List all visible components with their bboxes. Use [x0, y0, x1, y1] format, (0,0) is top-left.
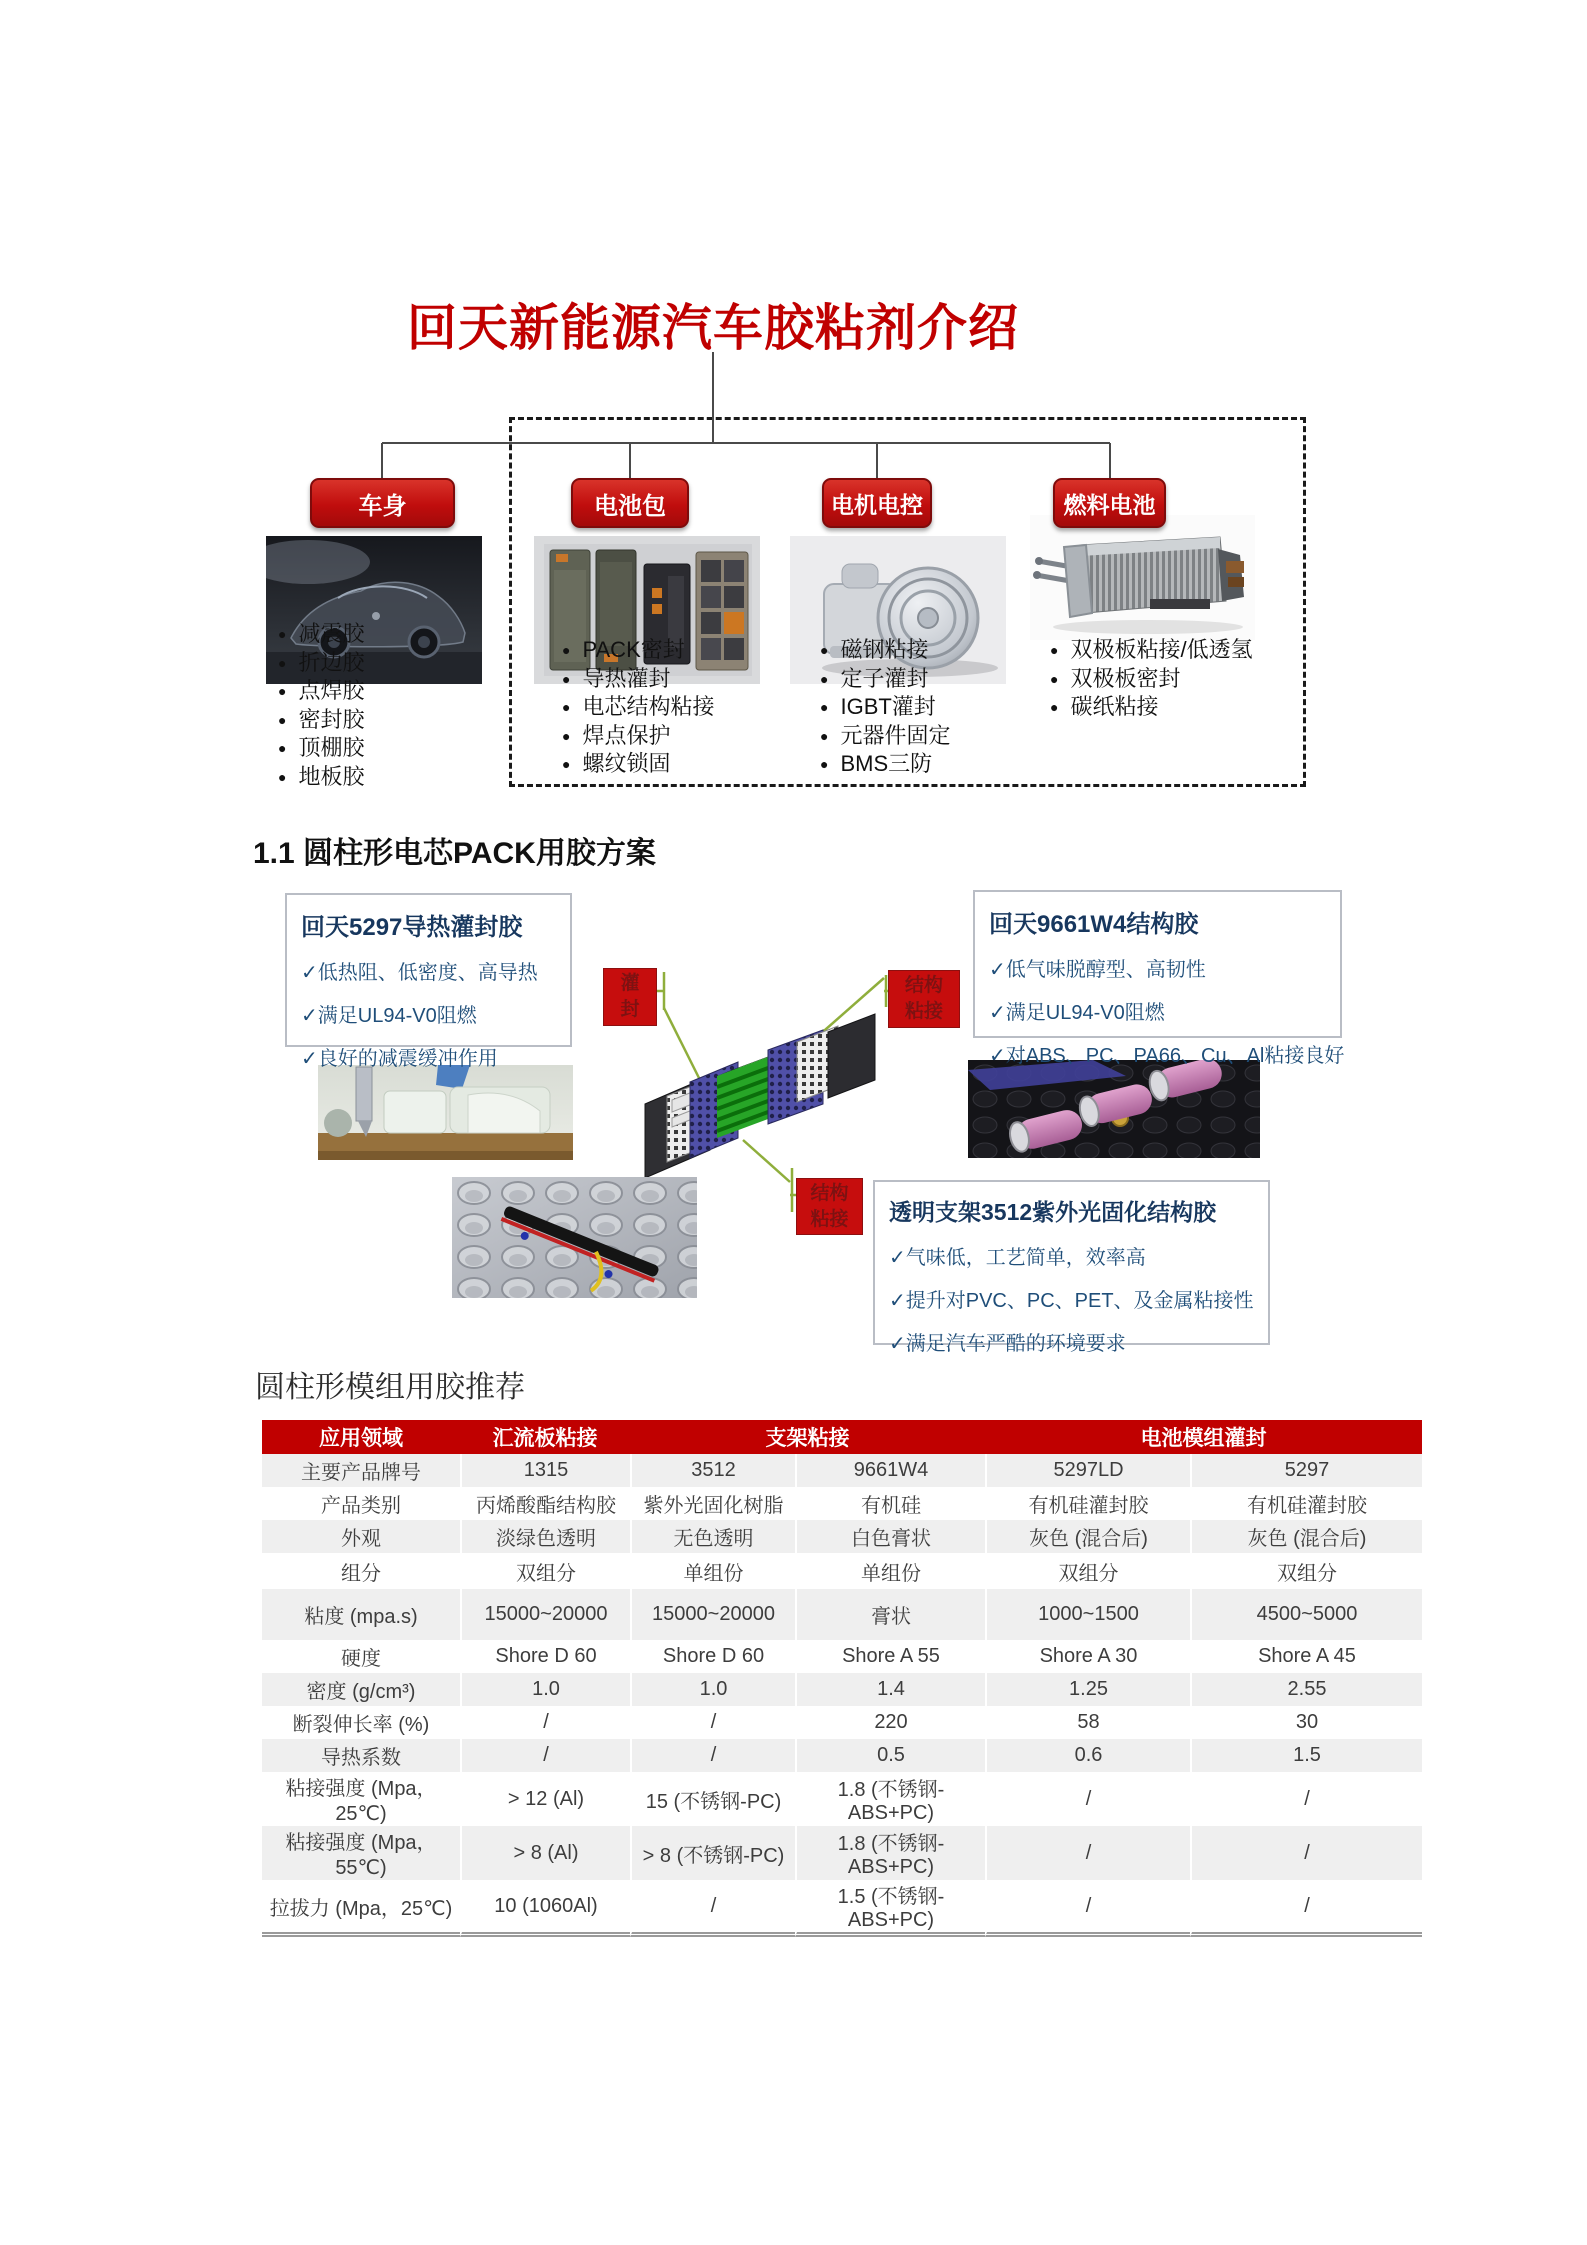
battery-adhesive-item: ● PACK密封 [562, 636, 714, 665]
table-row [262, 1880, 1422, 1937]
table-column-header: 支架粘接 [630, 1420, 985, 1454]
tag-structural-bonding-bottom [796, 1178, 863, 1235]
body-adhesive-item: ● 地板胶 [278, 763, 364, 792]
feature-item: ✓满足UL94-V0阻燃 [989, 1002, 1165, 1024]
table-cell: 1.8 (不锈钢-ABS+PC) [795, 1772, 985, 1826]
table-row [262, 1520, 1422, 1553]
table-cell: 3512 [630, 1454, 795, 1487]
table-cell: 1.0 [630, 1673, 795, 1706]
table-cell: > 8 (Al) [460, 1826, 630, 1880]
table-cell: 紫外光固化树脂 [630, 1487, 795, 1520]
table-cell: 膏状 [795, 1589, 985, 1640]
battery-adhesive-item: ● 导热灌封 [562, 665, 714, 694]
table-row [262, 1454, 1422, 1487]
table-cell: 0.5 [795, 1739, 985, 1772]
table-cell: 单组份 [630, 1553, 795, 1589]
table-row [262, 1673, 1422, 1706]
fuel-cell-adhesive-item: ● 双极板粘接/低透氢 [1050, 636, 1253, 665]
tag-potting [603, 968, 657, 1026]
table-row-label: 断裂伸长率 (%) [292, 1714, 430, 1736]
feature-item: ✓满足UL94-V0阻燃 [301, 1005, 477, 1027]
branch-label-fuel-cell: 燃料电池 [1053, 478, 1166, 528]
table-cell: 58 [985, 1706, 1190, 1739]
table-cell: / [985, 1772, 1190, 1826]
motor-adhesive-item: ● BMS三防 [820, 750, 950, 779]
tag-bonding-bottom-lines [810, 1181, 848, 1232]
table-row [262, 1826, 1422, 1880]
page-title: 回天新能源汽车胶粘剂介绍 [407, 300, 1019, 356]
table-row-label: 粘接强度 (Mpa，55℃) [285, 1832, 437, 1879]
table-cell: 4500~5000 [1190, 1589, 1422, 1640]
table-cell: / [1190, 1826, 1422, 1880]
body-adhesive-item: ● 顶棚胶 [278, 734, 364, 763]
callout-9661w4 [973, 890, 1345, 1067]
motor-adhesive-item: ● 元器件固定 [820, 722, 950, 751]
callout-5297 [285, 893, 572, 1070]
tag-line: 结构 [904, 975, 943, 997]
table-cell: 1.5 (不锈钢-ABS+PC) [795, 1880, 985, 1937]
body-adhesive-list [278, 620, 364, 791]
tag-line: 粘接 [904, 1001, 943, 1022]
table-row [262, 1553, 1422, 1589]
callout-9661w4-features [989, 953, 1345, 1068]
feature-item: ✓低热阻、低密度、高导热 [301, 962, 538, 984]
body-adhesive-item: ● 点焊胶 [278, 677, 364, 706]
table-cell: 15000~20000 [460, 1589, 630, 1640]
tag-line: 粘接 [810, 1208, 849, 1230]
fuel-cell-adhesive-list [1050, 636, 1253, 722]
table-column-header: 应用领域 [262, 1420, 460, 1454]
table-cell: 0.6 [985, 1739, 1190, 1772]
table-row [262, 1772, 1422, 1826]
table-cell: 双组分 [460, 1553, 630, 1589]
table-cell: 5297LD [985, 1454, 1190, 1487]
table-cell: 10 (1060Al) [460, 1880, 630, 1937]
table-column-header: 电池模组灌封 [985, 1420, 1422, 1454]
tag-line: 结构 [810, 1182, 849, 1204]
callout-9661w4-title: 回天9661W4结构胶 [989, 911, 1199, 938]
table-cell: 1000~1500 [985, 1589, 1190, 1640]
table-cell: 220 [795, 1706, 985, 1739]
potting-application-photo [318, 1065, 573, 1160]
table-cell: / [630, 1880, 795, 1937]
battery-pack-adhesive-list [562, 636, 714, 779]
table-cell: 双组分 [985, 1553, 1190, 1589]
table-cell: 有机硅灌封胶 [1190, 1487, 1422, 1520]
table-row-label: 拉拔力 (Mpa，25℃) [262, 1880, 460, 1937]
product-table-header-row [262, 1420, 1422, 1454]
table-cell: Shore A 55 [795, 1640, 985, 1673]
table-cell: > 8 (不锈钢-PC) [630, 1826, 795, 1880]
battery-adhesive-item: ● 螺纹锁固 [562, 750, 714, 779]
feature-item: ✓气味低，工艺简单，效率高 [889, 1247, 1146, 1269]
table-row [262, 1589, 1422, 1640]
table-cell: 无色透明 [630, 1520, 795, 1553]
branch-label-motor-control: 电机电控 [822, 478, 932, 528]
fuel-cell-adhesive-item: ● 碳纸粘接 [1050, 693, 1253, 722]
fuel-cell-adhesive-item: ● 双极板密封 [1050, 665, 1253, 694]
table-cell: / [1190, 1772, 1422, 1826]
table-cell: 30 [1190, 1706, 1422, 1739]
body-adhesive-item: ● 折边胶 [278, 649, 364, 678]
table-cell: 1.4 [795, 1673, 985, 1706]
tag-structural-bonding-top [888, 970, 960, 1028]
product-table-body [262, 1454, 1422, 1937]
table-cell: 2.55 [1190, 1673, 1422, 1706]
table-row-label: 导热系数 [321, 1747, 401, 1769]
cylindrical-cells-photo [968, 1060, 1260, 1158]
table-cell: 9661W4 [795, 1454, 985, 1487]
table-cell: 双组分 [1190, 1553, 1422, 1589]
table-column-header: 汇流板粘接 [460, 1420, 630, 1454]
callout-5297-title: 回天5297导热灌封胶 [301, 914, 523, 941]
callout-3512 [873, 1180, 1270, 1355]
table-cell: 1.8 (不锈钢-ABS+PC) [795, 1826, 985, 1880]
feature-item: ✓良好的减震缓冲作用 [301, 1048, 498, 1070]
table-cell: 有机硅灌封胶 [985, 1487, 1190, 1520]
table-cell: / [985, 1826, 1190, 1880]
tag-line: 封 [620, 999, 640, 1020]
callout-3512-title: 透明支架3512紫外光固化结构胶 [889, 1199, 1217, 1225]
table-cell: / [985, 1880, 1190, 1937]
callout-5297-features [301, 956, 556, 1071]
table-cell: 单组份 [795, 1553, 985, 1589]
table-row-label: 外观 [341, 1528, 381, 1550]
table-cell: / [460, 1739, 630, 1772]
battery-adhesive-item: ● 焊点保护 [562, 722, 714, 751]
motor-adhesive-item: ● 磁钢粘接 [820, 636, 950, 665]
tag-line: 灌 [620, 973, 640, 995]
table-cell: 15 (不锈钢-PC) [630, 1772, 795, 1826]
table-cell: Shore A 30 [985, 1640, 1190, 1673]
table-cell: 1.5 [1190, 1739, 1422, 1772]
table-cell: 5297 [1190, 1454, 1422, 1487]
branch-label-battery-pack: 电池包 [571, 478, 689, 528]
table-cell: 15000~20000 [630, 1589, 795, 1640]
fuel-cell-photo [1030, 515, 1255, 640]
table-cell: Shore A 45 [1190, 1640, 1422, 1673]
table-cell: / [630, 1739, 795, 1772]
table-cell: 灰色 (混合后) [1190, 1520, 1422, 1553]
feature-item: ✓对ABS、PC、PA66、Cu、Al粘接良好 [989, 1045, 1345, 1067]
table-row [262, 1706, 1422, 1739]
callout-3512-features [889, 1241, 1254, 1356]
table-cell: 1315 [460, 1454, 630, 1487]
tag-bonding-top-lines [905, 973, 943, 1024]
exploded-module-diagram [560, 1000, 890, 1185]
branch-label-body: 车身 [310, 478, 455, 528]
table-row-label: 硬度 [341, 1648, 381, 1670]
table-row-label: 密度 (g/cm³) [306, 1681, 416, 1703]
table-cell: 白色膏状 [795, 1520, 985, 1553]
battery-adhesive-item: ● 电芯结构粘接 [562, 693, 714, 722]
table-cell: / [1190, 1880, 1422, 1937]
table-cell: Shore D 60 [630, 1640, 795, 1673]
table-row-label: 主要产品牌号 [301, 1462, 421, 1484]
table-cell: / [460, 1706, 630, 1739]
table-row [262, 1739, 1422, 1772]
motor-adhesive-item: ● IGBT灌封 [820, 693, 950, 722]
body-adhesive-item: ● 减震胶 [278, 620, 364, 649]
table-cell: 淡绿色透明 [460, 1520, 630, 1553]
table-row [262, 1487, 1422, 1520]
tag-potting-lines [620, 971, 639, 1022]
table-cell: 1.25 [985, 1673, 1190, 1706]
table-cell: / [630, 1706, 795, 1739]
motor-adhesive-list [820, 636, 950, 779]
table-row [262, 1640, 1422, 1673]
feature-item: ✓低气味脱醇型、高韧性 [989, 959, 1206, 981]
table-row-label: 产品类别 [321, 1495, 401, 1517]
table-row-label: 粘度 (mpa.s) [304, 1606, 418, 1628]
feature-item: ✓提升对PVC、PC、PET、及金属粘接性 [889, 1290, 1254, 1312]
motor-adhesive-item: ● 定子灌封 [820, 665, 950, 694]
table-row-label: 粘接强度 (Mpa，25℃) [285, 1778, 437, 1825]
feature-item: ✓满足汽车严酷的环境要求 [889, 1333, 1126, 1355]
product-table [262, 1420, 1422, 1937]
table-cell: 1.0 [460, 1673, 630, 1706]
transparent-bracket-photo [452, 1177, 697, 1298]
table-cell: > 12 (Al) [460, 1772, 630, 1826]
table-cell: 有机硅 [795, 1487, 985, 1520]
table-cell: 丙烯酸酯结构胶 [460, 1487, 630, 1520]
table-row-label: 组分 [341, 1562, 381, 1585]
body-adhesive-item: ● 密封胶 [278, 706, 364, 735]
section-heading: 1.1 圆柱形电芯PACK用胶方案 [253, 837, 656, 870]
table-heading: 圆柱形模组用胶推荐 [255, 1371, 525, 1404]
table-cell: Shore D 60 [460, 1640, 630, 1673]
table-cell: 灰色 (混合后) [985, 1520, 1190, 1553]
